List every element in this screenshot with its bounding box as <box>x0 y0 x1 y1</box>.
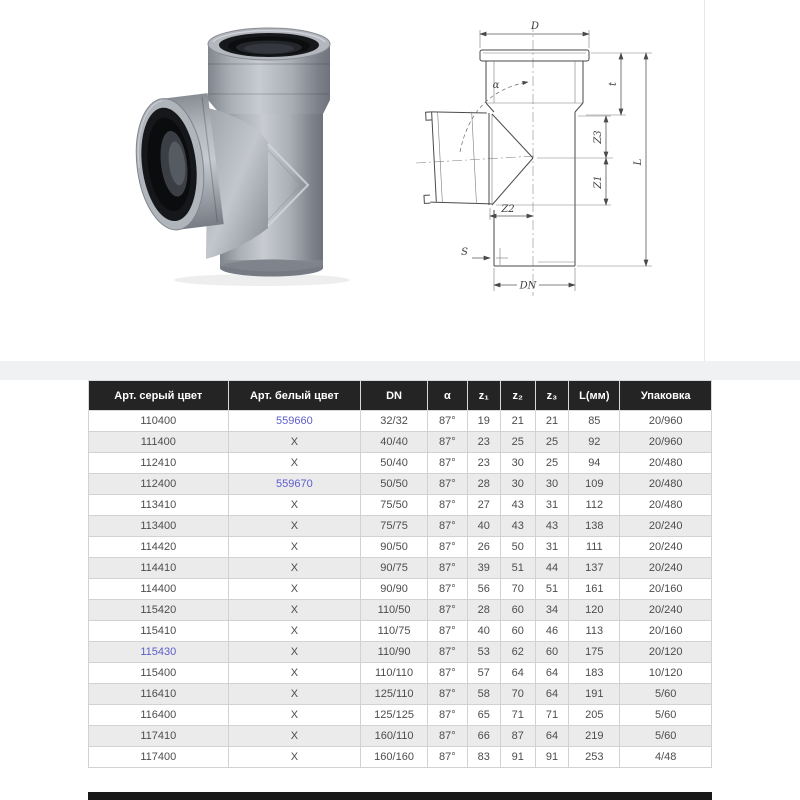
dim-label-D: D <box>530 21 540 32</box>
table-cell: 4/48 <box>620 747 712 768</box>
table-cell: 117400 <box>89 747 229 768</box>
column-header: Арт. серый цвет <box>89 381 229 411</box>
table-cell: 110/50 <box>361 600 428 621</box>
table-cell: 87° <box>427 663 467 684</box>
article-link-cell[interactable] <box>228 411 361 432</box>
table-cell: 191 <box>569 684 620 705</box>
table-cell: 116410 <box>89 684 229 705</box>
table-cell: 21 <box>500 411 535 432</box>
table-cell: 160/110 <box>361 726 428 747</box>
table-row <box>89 663 712 684</box>
table-cell: 125/110 <box>361 684 428 705</box>
column-header: z₂ <box>500 381 535 411</box>
table-cell: 20/480 <box>620 453 712 474</box>
table-cell: 40/40 <box>361 432 428 453</box>
table-cell: 87° <box>427 600 467 621</box>
table-cell: 137 <box>569 558 620 579</box>
table-cell: 87° <box>427 642 467 663</box>
table-cell: 205 <box>569 705 620 726</box>
table-cell: 44 <box>535 558 569 579</box>
table-cell: 25 <box>500 432 535 453</box>
table-row <box>89 747 712 768</box>
table-cell: 253 <box>569 747 620 768</box>
table-cell: 56 <box>467 579 500 600</box>
table-cell: 115400 <box>89 663 229 684</box>
table-cell: 110400 <box>89 411 229 432</box>
article-link[interactable]: 559660 <box>276 415 313 427</box>
table-row <box>89 579 712 600</box>
table-cell: 25 <box>535 432 569 453</box>
table-cell: 5/60 <box>620 705 712 726</box>
table-row <box>89 621 712 642</box>
table-row <box>89 558 712 579</box>
table-row <box>89 432 712 453</box>
table-cell: 87° <box>427 726 467 747</box>
table-cell: 50/40 <box>361 453 428 474</box>
article-link-cell[interactable] <box>228 474 361 495</box>
table-cell: 115420 <box>89 600 229 621</box>
table-cell: 109 <box>569 474 620 495</box>
dim-label-S: S <box>461 247 468 258</box>
table-row <box>89 684 712 705</box>
dim-label-Z3: Z3 <box>593 130 604 144</box>
table-cell: X <box>228 579 361 600</box>
spec-table <box>88 380 712 768</box>
table-cell: 75/75 <box>361 516 428 537</box>
table-cell: 113400 <box>89 516 229 537</box>
dim-label-DN: DN <box>519 280 537 292</box>
table-cell: 46 <box>535 621 569 642</box>
table-cell: 50 <box>500 537 535 558</box>
table-cell: 83 <box>467 747 500 768</box>
table-cell: 85 <box>569 411 620 432</box>
product-photo-tee-fitting <box>112 14 352 294</box>
table-cell: 87° <box>427 516 467 537</box>
table-cell: 114400 <box>89 579 229 600</box>
table-cell: 71 <box>500 705 535 726</box>
table-cell: 5/60 <box>620 684 712 705</box>
table-cell: 64 <box>535 726 569 747</box>
article-link[interactable]: 559670 <box>276 478 313 490</box>
table-cell: 43 <box>500 516 535 537</box>
next-table-header-partial <box>88 792 712 800</box>
table-cell: 20/240 <box>620 558 712 579</box>
dim-label-L: L <box>633 158 644 166</box>
table-cell: 64 <box>535 663 569 684</box>
table-cell: 31 <box>535 537 569 558</box>
table-cell: X <box>228 537 361 558</box>
table-cell: 20/160 <box>620 579 712 600</box>
table-cell: 125/125 <box>361 705 428 726</box>
table-cell: 91 <box>535 747 569 768</box>
table-cell: 20/960 <box>620 432 712 453</box>
table-cell: 87° <box>427 579 467 600</box>
table-cell: 60 <box>500 600 535 621</box>
table-cell: 51 <box>500 558 535 579</box>
table-cell: 111 <box>569 537 620 558</box>
table-cell: 113 <box>569 621 620 642</box>
table-row <box>89 705 712 726</box>
table-cell: 120 <box>569 600 620 621</box>
table-cell: X <box>228 558 361 579</box>
table-cell: 65 <box>467 705 500 726</box>
table-cell: 175 <box>569 642 620 663</box>
table-cell: 87° <box>427 705 467 726</box>
table-cell: 20/160 <box>620 621 712 642</box>
table-cell: 87° <box>427 495 467 516</box>
table-cell: 30 <box>535 474 569 495</box>
table-row <box>89 453 712 474</box>
table-cell: 10/120 <box>620 663 712 684</box>
table-cell: 113410 <box>89 495 229 516</box>
table-cell: 20/480 <box>620 474 712 495</box>
table-cell: 91 <box>500 747 535 768</box>
table-cell: 66 <box>467 726 500 747</box>
table-cell: 183 <box>569 663 620 684</box>
table-cell: 62 <box>500 642 535 663</box>
table-cell: X <box>228 684 361 705</box>
tee-photo-shapes <box>129 28 350 286</box>
table-cell: 20/240 <box>620 600 712 621</box>
table-cell: 70 <box>500 579 535 600</box>
table-cell: 20/480 <box>620 495 712 516</box>
table-cell: 64 <box>500 663 535 684</box>
table-cell: X <box>228 642 361 663</box>
table-cell: X <box>228 705 361 726</box>
table-row <box>89 474 712 495</box>
table-cell: 117410 <box>89 726 229 747</box>
table-cell: 28 <box>467 474 500 495</box>
table-cell: 30 <box>500 453 535 474</box>
table-cell: 51 <box>535 579 569 600</box>
table-cell: 94 <box>569 453 620 474</box>
dim-label-alpha: α <box>492 80 500 91</box>
table-cell: 43 <box>500 495 535 516</box>
table-cell: 90/50 <box>361 537 428 558</box>
table-cell: 60 <box>500 621 535 642</box>
table-cell: X <box>228 663 361 684</box>
column-header: Арт. белый цвет <box>228 381 361 411</box>
table-cell: 87° <box>427 537 467 558</box>
table-cell: X <box>228 432 361 453</box>
column-header: z₁ <box>467 381 500 411</box>
table-cell: 53 <box>467 642 500 663</box>
technical-drawing <box>408 6 708 306</box>
table-cell: X <box>228 747 361 768</box>
table-header-row <box>89 381 712 411</box>
table-cell: X <box>228 495 361 516</box>
spec-table-body <box>89 411 712 768</box>
table-row <box>89 600 712 621</box>
table-cell: 20/240 <box>620 516 712 537</box>
table-cell: 111400 <box>89 432 229 453</box>
table-cell: 25 <box>535 453 569 474</box>
table-cell: 43 <box>535 516 569 537</box>
table-cell: 87° <box>427 747 467 768</box>
table-cell: 21 <box>535 411 569 432</box>
table-row <box>89 537 712 558</box>
dim-label-t: t <box>608 81 619 87</box>
table-cell: 87° <box>427 432 467 453</box>
table-cell: 26 <box>467 537 500 558</box>
table-cell: 19 <box>467 411 500 432</box>
panel-right-border <box>704 0 705 376</box>
dim-label-Z1: Z1 <box>593 175 604 189</box>
table-cell: 50/50 <box>361 474 428 495</box>
table-cell: 87° <box>427 474 467 495</box>
table-cell: 30 <box>500 474 535 495</box>
column-header: L(мм) <box>569 381 620 411</box>
section-divider <box>0 361 800 380</box>
column-header: z₃ <box>535 381 569 411</box>
table-row <box>89 495 712 516</box>
table-cell: X <box>228 726 361 747</box>
table-cell: 115410 <box>89 621 229 642</box>
table-cell: 116400 <box>89 705 229 726</box>
column-header: Упаковка <box>620 381 712 411</box>
table-cell: 87° <box>427 411 467 432</box>
table-cell: 71 <box>535 705 569 726</box>
table-row <box>89 726 712 747</box>
column-header: DN <box>361 381 428 411</box>
table-cell: 219 <box>569 726 620 747</box>
table-cell: 112410 <box>89 453 229 474</box>
table-cell: 87° <box>427 453 467 474</box>
table-cell: 90/90 <box>361 579 428 600</box>
table-cell: 20/960 <box>620 411 712 432</box>
table-cell: 160/160 <box>361 747 428 768</box>
table-cell: 112 <box>569 495 620 516</box>
table-cell: 39 <box>467 558 500 579</box>
table-cell: 87 <box>500 726 535 747</box>
table-cell: 20/240 <box>620 537 712 558</box>
table-cell: 114410 <box>89 558 229 579</box>
product-media-panel <box>0 0 800 361</box>
table-cell: 60 <box>535 642 569 663</box>
table-cell: 161 <box>569 579 620 600</box>
table-cell: 40 <box>467 516 500 537</box>
table-cell: 32/32 <box>361 411 428 432</box>
table-cell: 110/90 <box>361 642 428 663</box>
table-row <box>89 642 712 663</box>
table-cell: 112400 <box>89 474 229 495</box>
table-cell: 23 <box>467 453 500 474</box>
table-cell: 28 <box>467 600 500 621</box>
table-row <box>89 411 712 432</box>
table-cell: 90/75 <box>361 558 428 579</box>
table-cell: 5/60 <box>620 726 712 747</box>
dim-label-Z2: Z2 <box>501 204 515 215</box>
table-cell: X <box>228 516 361 537</box>
table-cell: 114420 <box>89 537 229 558</box>
table-cell: 34 <box>535 600 569 621</box>
table-cell: X <box>228 621 361 642</box>
article-link-cell[interactable] <box>89 642 229 663</box>
table-cell: 92 <box>569 432 620 453</box>
table-cell: 87° <box>427 558 467 579</box>
table-cell: 110/75 <box>361 621 428 642</box>
table-cell: 58 <box>467 684 500 705</box>
table-cell: 87° <box>427 684 467 705</box>
table-cell: 70 <box>500 684 535 705</box>
table-cell: 138 <box>569 516 620 537</box>
table-cell: 87° <box>427 621 467 642</box>
table-cell: 23 <box>467 432 500 453</box>
table-cell: X <box>228 453 361 474</box>
table-cell: 40 <box>467 621 500 642</box>
table-cell: 27 <box>467 495 500 516</box>
table-cell: 110/110 <box>361 663 428 684</box>
table-cell: 57 <box>467 663 500 684</box>
table-cell: 75/50 <box>361 495 428 516</box>
table-cell: 64 <box>535 684 569 705</box>
column-header: α <box>427 381 467 411</box>
table-cell: 31 <box>535 495 569 516</box>
table-row <box>89 516 712 537</box>
table-cell: X <box>228 600 361 621</box>
table-cell: 20/120 <box>620 642 712 663</box>
article-link[interactable]: 115430 <box>140 646 177 658</box>
